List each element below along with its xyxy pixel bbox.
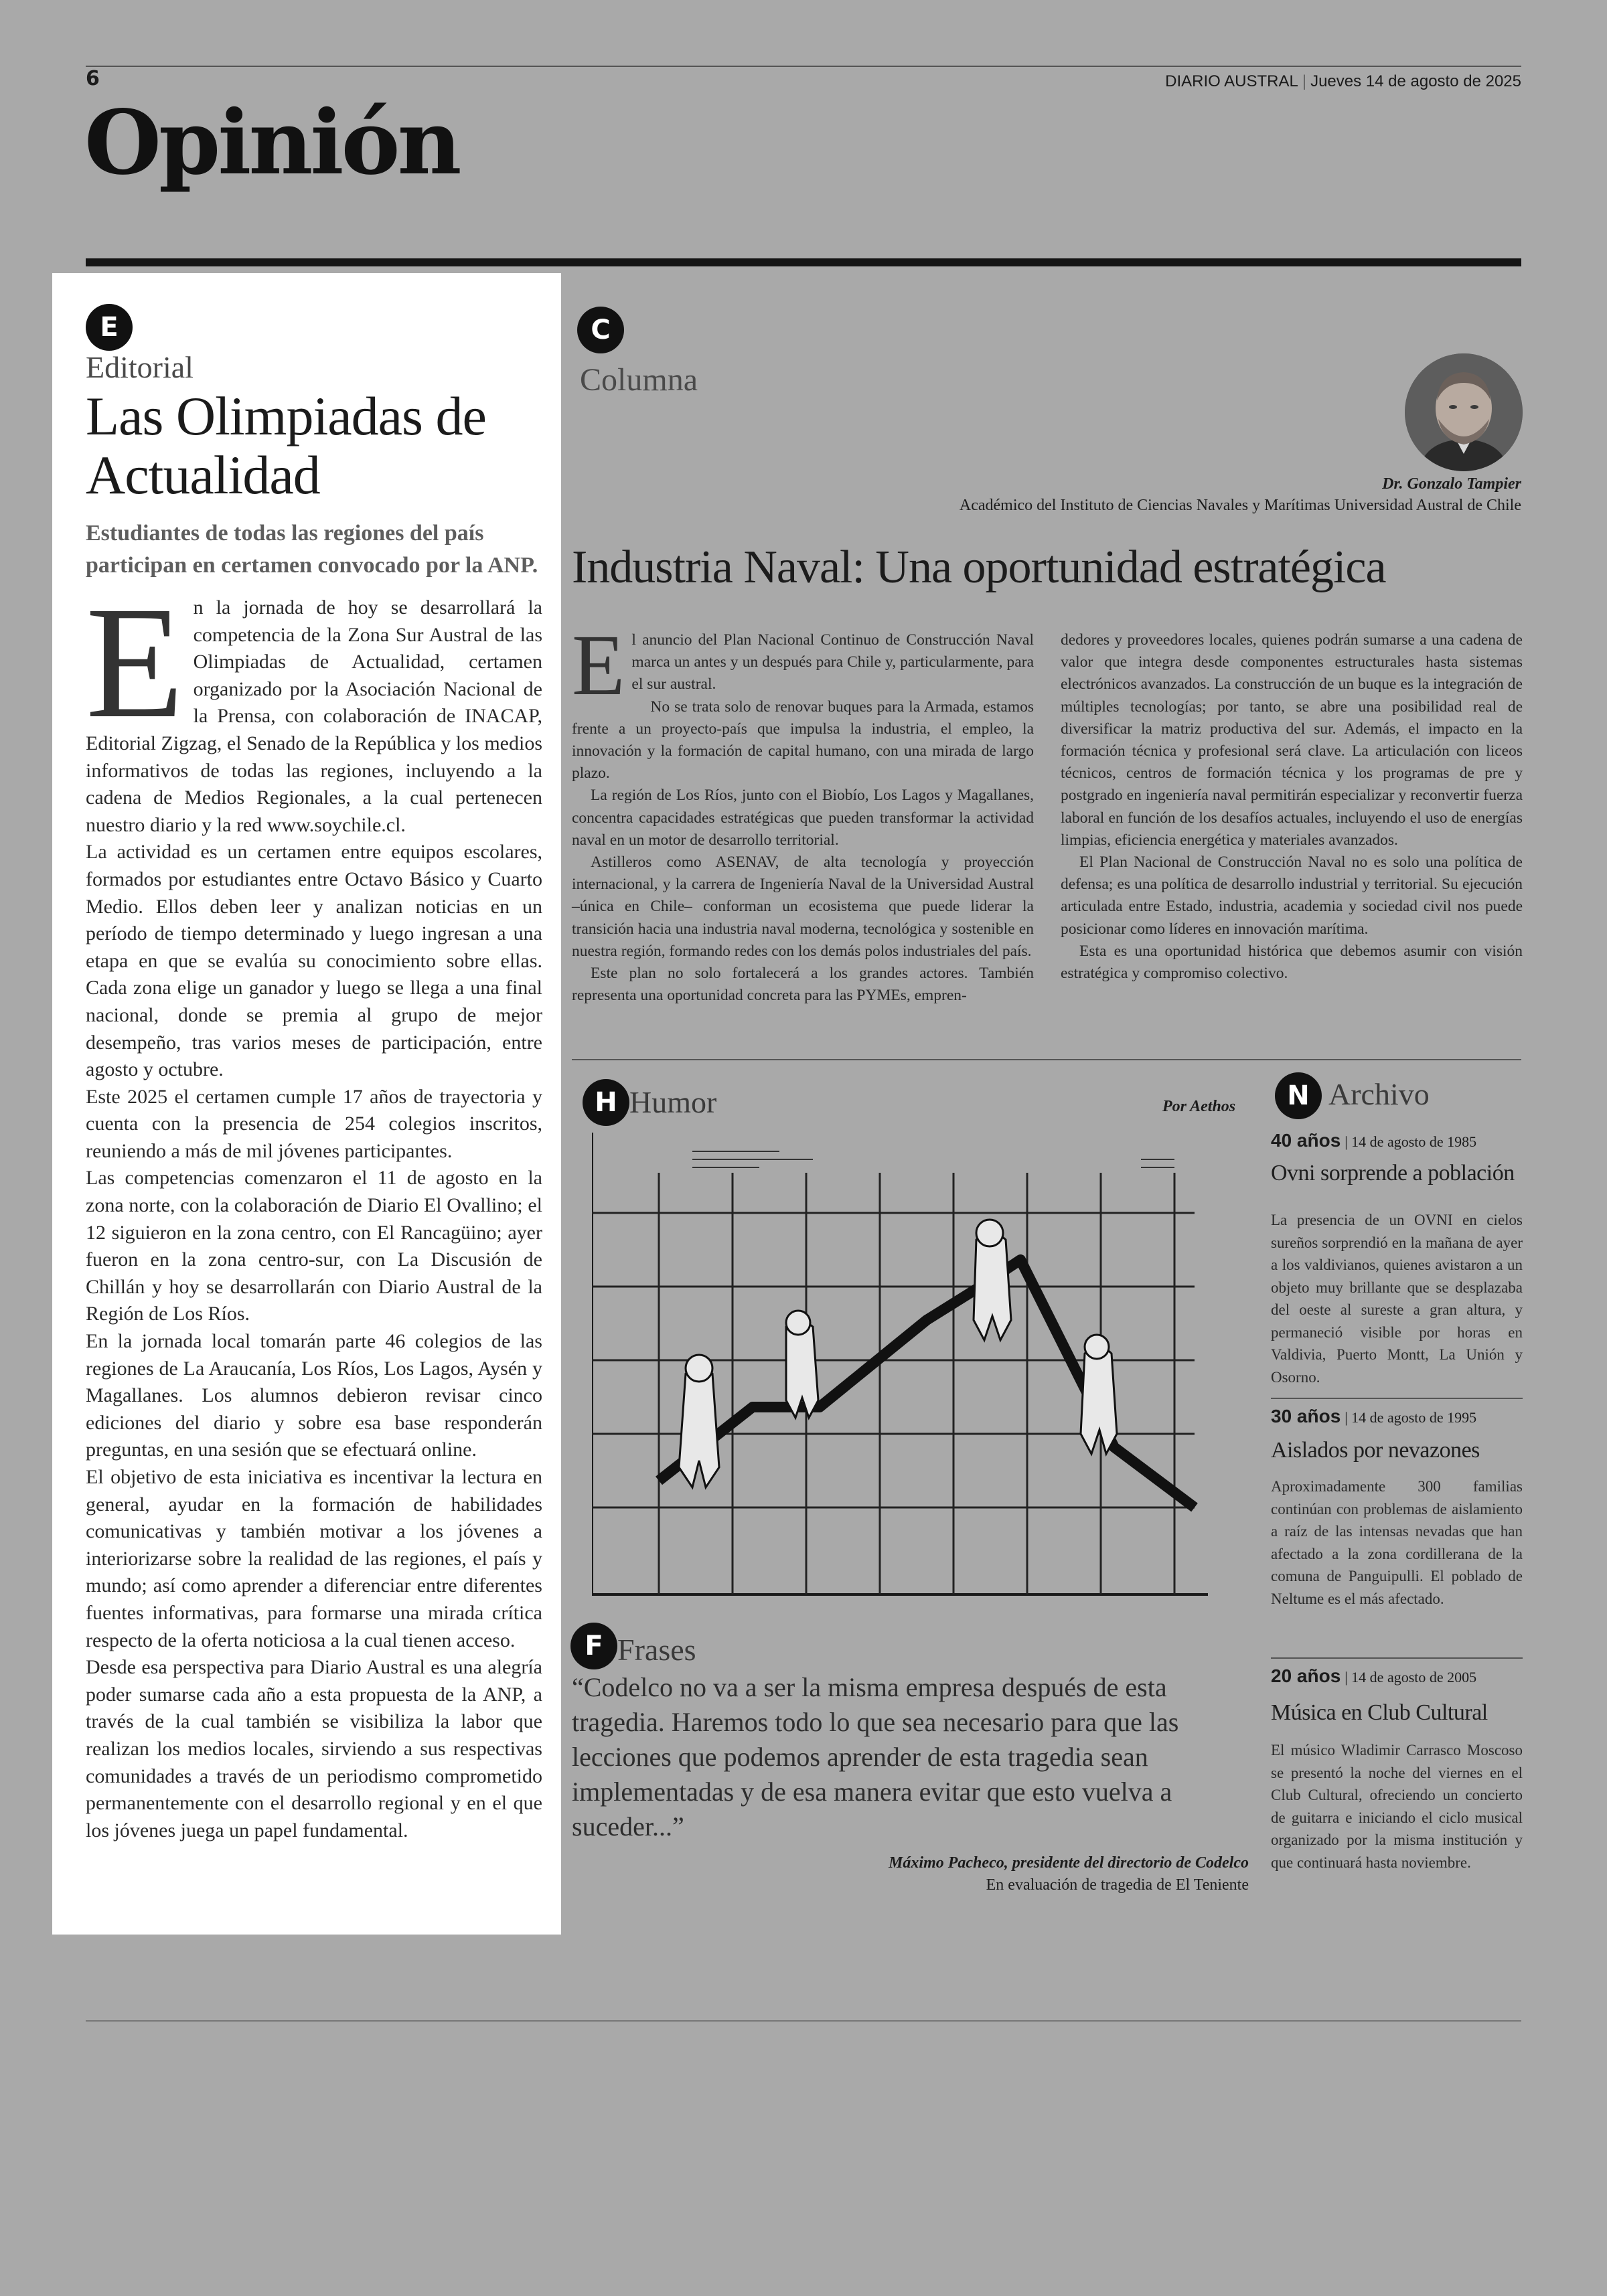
masthead: DIARIO AUSTRAL | Jueves 14 de agosto de 2025 [1165,72,1521,90]
column-paragraph: La región de Los Ríos, junto con el Biobío, Los Lagos y Magallanes, concentra capacidades estratégicas que pueden transformar la actividad naval en un motor de desarrollo territorial. [572,787,1034,849]
humor-badge: H [583,1079,629,1126]
humor-credit: Por Aethos [1162,1098,1236,1115]
column-paragraph: Este plan no solo fortalecerá a los grandes actores. También representa una oportunidad concreta para las PYMEs, empren- [572,965,1034,1005]
frases-badge: F [570,1623,617,1669]
author-portrait [1405,353,1523,471]
column-kicker: Columna [580,362,698,398]
archivo-badge: N [1275,1072,1322,1119]
column-text-left [572,617,1034,1007]
editorial-kicker: Editorial [86,350,194,384]
column-text-right [1061,629,1523,985]
header-top-rule [86,66,1521,67]
editorial-panel [52,273,561,1935]
column-badge: C [577,307,624,353]
editorial-badge: E [86,304,133,351]
editorial-paragraph: En la jornada local tomarán parte 46 colegios de las regiones de La Araucanía, Los Ríos, Los Lagos, Aysén y Magallanes. Los alumnos debieron revisar cinco ediciones del diario y sobre esa base responderán preguntas, en una sesión que se efectuará online. [86,1330,542,1461]
editorial-paragraph: n la jornada de hoy se desarrollará la competencia de la Zona Sur Austral de las Olimpiadas de Actualidad, certamen organizado por la Asociación Nacional de la Prensa, con colaboración de INACAP, Editorial Zigzag, el Senado de la República y los medios informativos de todas las regiones, incluyendo a la cadena de Medios Regionales, a la cual pertenecen nuestro diario y la red www.soychile.cl. [86,596,542,836]
archivo-item-meta [1271,1665,1476,1687]
archivo-divider [1271,1657,1523,1659]
cartoon-graph-illustration [592,1133,1235,1601]
section-rule [86,258,1521,266]
column-paragraph: Esta es una oportunidad histórica que debemos asumir con visión estratégica y compromiso colectivo. [1061,942,1523,983]
column-paragraph: El Plan Nacional de Construcción Naval no es solo una política de defensa; es una política de desarrollo industrial y territorial. Su ejecución articulada entre Estado, industria, academia y sociedad civil nos puede posicionar como líderes en innovación marítima. [1061,853,1523,938]
column-dropcap: E [572,617,625,714]
editorial-subtitle: Estudiantes de todas las regiones del país participan en certamen convocado por la ANP. [86,521,538,578]
column-paragraph: l anuncio del Plan Nacional Continuo de Construcción Naval marca un antes y un después para Chile y, particularmente, para el sur austral. [631,631,1034,693]
editorial-paragraph: Las competencias comenzaron el 11 de agosto en la zona norte, con la colaboración de Diario El Ovallino; el 12 siguieron en la zona centro, con El Rancagüino; ayer fueron en la zona centro-sur, con La Discusión de Chillán y hoy se desarrollarán con Diario Austral de la Región de Los Ríos. [86,1167,542,1325]
editorial-paragraph: Este 2025 el certamen cumple 17 años de trayectoria y cuenta con la presencia de 254 colegios inscritos, reuniendo a más de mil jóvenes participantes. [86,1085,542,1162]
archivo-item-meta [1271,1130,1476,1151]
archivo-item-body: Aproximadamente 300 familias continúan con problemas de aislamiento a raíz de las intensas nevadas que han afectado a la zona cordillerana de la comuna de Panguipulli. El poblado de Neltume es el más afectado. [1271,1478,1523,1607]
archivo-years: 20 años [1271,1665,1341,1686]
archivo-years: 40 años [1271,1130,1341,1151]
archivo-date: | 14 de agosto de 2005 [1345,1669,1477,1686]
frases-context: En evaluación de tragedia de El Teniente [986,1876,1249,1894]
frases-author: Máximo Pacheco, presidente del directorio de Codelco [889,1854,1249,1872]
frases-kicker: Frases [617,1633,696,1667]
archivo-years: 30 años [1271,1406,1341,1426]
column-title: Industria Naval: Una oportunidad estratégica [572,542,1386,593]
editorial-dropcap: E [86,573,184,751]
archivo-kicker: Archivo [1328,1077,1430,1111]
page-number: 6 [86,67,100,90]
humor-kicker: Humor [629,1085,717,1119]
column-author: Dr. Gonzalo Tampier [1382,475,1521,493]
humor-cartoon [592,1133,1235,1601]
column-paragraph: Astilleros como ASENAV, de alta tecnología y proyección internacional, y la carrera de Ingeniería Naval de la Universidad Austral –única en Chile– conforman un ecosistema que puede liderar la transición hacia una industria naval moderna, tecnológica y sostenible en nuestra región, formando redes con los demás polos industriales del país. [572,853,1034,960]
editorial-title: Las Olimpiadas de Actualidad [86,386,486,505]
column-author-affiliation: Académico del Instituto de Ciencias Navales y Marítimas Universidad Austral de Chile [959,497,1521,514]
author-portrait-illustration [1405,353,1523,471]
archivo-divider [1271,1398,1523,1399]
editorial-paragraph: La actividad es un certamen entre equipos escolares, formados por estudiantes entre Octavo Básico y Cuarto Medio. Ellos deben leer y analizan noticias en un período de tiempo determinado y luego ingresan a una etapa en que se evalúa su conocimiento sobre ellas. Cada zona elige un ganador y luego se llega a una final nacional, donde se premia al grupo de mejor desempeño, tras varios meses de participación, entre agosto y octubre. [86,841,542,1081]
masthead-name: DIARIO AUSTRAL [1165,72,1298,90]
editorial-body [86,573,542,1844]
column-bottom-rule [572,1059,1521,1060]
masthead-date: Jueves 14 de agosto de 2025 [1310,72,1521,90]
archivo-date: | 14 de agosto de 1985 [1345,1133,1477,1150]
column-paragraph: dedores y proveedores locales, quienes podrán sumarse a una cadena de valor que integra desde componentes estructurales hasta sistemas electrónicos avanzados. La construcción de un buque es la integración de múltiples tecnologías; por tanto, se abre una posibilidad real de diversificar la matriz productiva del sur. Además, el impacto en la formación técnica y profesional será clave. La articulación con liceos técnicos, centros de formación técnica y los programas de pre y postgrado en ingeniería naval permitirán especializar y reconvertir fuerza laboral en función de los desafíos actuales, incluyendo el uso de energías limpias, eficiencia energética y materiales avanzados. [1061,631,1523,849]
archivo-item-body: La presencia de un OVNI en cielos sureños sorprendió en la mañana de ayer a los valdivianos, quienes avistaron a un objeto muy brillante que se desplazaba del oeste al sureste a gran altura, y permaneció visible por horas en Valdivia, Puerto Montt, La Unión y Osorno. [1271,1212,1523,1386]
archivo-item-body: El músico Wladimir Carrasco Moscoso se presentó la noche del viernes en el Club Cultural, ofreciendo un concierto de guitarra e iniciando el ciclo musical organizado por la misma institución y que continuará hasta noviembre. [1271,1742,1523,1871]
archivo-item-title: Música en Club Cultural [1271,1700,1488,1725]
archivo-item-meta [1271,1406,1476,1427]
archivo-date: | 14 de agosto de 1995 [1345,1409,1477,1426]
page-bottom-rule [86,2020,1521,2022]
editorial-paragraph: El objetivo de esta iniciativa es incentivar la lectura en general, ayudar en la formación de habilidades comunicativas y también motivar a los jóvenes a interiorizarse sobre la realidad de las regiones, el país y mundo; así como aprender a diferenciar entre diferentes fuentes informativas, para formarse una mirada crítica respecto de la oferta noticiosa a la cual tienen acceso. [86,1466,542,1651]
editorial-paragraph: Desde esa perspectiva para Diario Austral es una alegría poder sumarse cada año a esta propuesta de la ANP, a través de la cual también se visibiliza la labor que realizan los medios locales, sirviendo a sus respectivas comunidades a través de un periodismo comprometido permanentemente con el desarrollo regional y en el que los jóvenes juega un papel fundamental. [86,1656,542,1841]
archivo-item-title: Aislados por nevazones [1271,1438,1480,1463]
frases-quote: “Codelco no va a ser la misma empresa después de esta tragedia. Haremos todo lo que sea necesario para que las lecciones que podemos aprender de esta tragedia sean implementadas y de esa manera evitar que esto vuelva a suceder...” [572,1672,1179,1841]
archivo-item-title: Ovni sorprende a población [1271,1161,1515,1185]
column-paragraph: No se trata solo de renovar buques para la Armada, estamos frente a un proyecto-país que impulsa la industria, el empleo, la innovación y la formación de capital humano, con una mirada de largo plazo. [572,698,1034,783]
section-title: Opinión [84,91,459,195]
